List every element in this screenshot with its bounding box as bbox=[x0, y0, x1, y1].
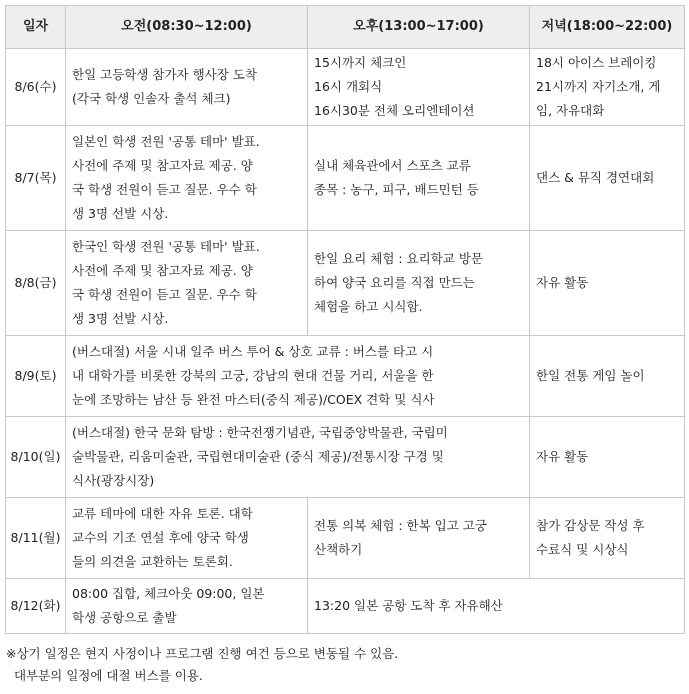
cell-line: 일본인 학생 전원 '공통 테마' 발표. bbox=[72, 134, 260, 149]
cell-line: 교수의 기조 연설 후에 양국 학생 bbox=[72, 530, 249, 545]
afternoon-cell bbox=[308, 126, 530, 231]
afternoon-evening-cell bbox=[308, 579, 685, 634]
evening-cell bbox=[530, 231, 685, 336]
cell-line: (각국 학생 인솔자 출석 체크) bbox=[72, 91, 231, 106]
table-row bbox=[6, 336, 685, 417]
cell-line: 한일 전통 게임 놀이 bbox=[536, 368, 645, 383]
date-cell: 8/10(일) bbox=[6, 417, 66, 498]
cell-line: (버스대절) 한국 문화 탐방 : 한국전쟁기념관, 국립중앙박물관, 국립미 bbox=[72, 425, 448, 440]
afternoon-cell bbox=[308, 49, 530, 126]
table-row bbox=[6, 417, 685, 498]
evening-cell bbox=[530, 126, 685, 231]
footnote bbox=[6, 643, 684, 687]
cell-line: 학생 공항으로 출발 bbox=[72, 610, 177, 625]
morning-cell bbox=[66, 579, 308, 634]
header-evening: 저녁(18:00~22:00) bbox=[530, 6, 685, 49]
cell-line: 눈에 조망하는 남산 등 완전 마스터(중식 제공)/COEX 견학 및 식사 bbox=[72, 392, 435, 407]
table-row bbox=[6, 49, 685, 126]
cell-line: 체험을 하고 시식함. bbox=[314, 299, 423, 314]
evening-cell bbox=[530, 417, 685, 498]
morning-cell bbox=[66, 126, 308, 231]
date-cell: 8/11(월) bbox=[6, 498, 66, 579]
cell-line: 술박물관, 리움미술관, 국립현대미술관 (중식 제공)/전통시장 구경 및 bbox=[72, 449, 444, 464]
schedule-table bbox=[5, 5, 685, 634]
cell-line: 국 학생 전원이 듣고 질문. 우수 학 bbox=[72, 182, 257, 197]
cell-line: 임, 자유대화 bbox=[536, 103, 605, 118]
cell-line: 생 3명 선발 시상. bbox=[72, 311, 169, 326]
afternoon-cell bbox=[308, 231, 530, 336]
cell-line: (버스대절) 서울 시내 일주 버스 투어 & 상호 교류 : 버스를 타고 시 bbox=[72, 344, 434, 359]
date-cell: 8/12(화) bbox=[6, 579, 66, 634]
evening-cell bbox=[530, 498, 685, 579]
cell-line: 산책하기 bbox=[314, 542, 363, 557]
footnote-line: ※상기 일정은 현지 사정이나 프로그램 진행 여건 등으로 변동될 수 있음. bbox=[6, 646, 399, 661]
morning-cell bbox=[66, 498, 308, 579]
morning-cell bbox=[66, 231, 308, 336]
date-cell: 8/7(목) bbox=[6, 126, 66, 231]
afternoon-cell bbox=[308, 498, 530, 579]
table-row bbox=[6, 231, 685, 336]
footnote-line: 대부분의 일정에 대절 버스를 이용. bbox=[6, 668, 203, 683]
cell-line: 15시까지 체크인 bbox=[314, 55, 407, 70]
full-day-cell bbox=[66, 336, 530, 417]
cell-line: 내 대학가를 비롯한 강북의 고궁, 강남의 현대 건물 거리, 서울을 한 bbox=[72, 368, 434, 383]
full-day-cell bbox=[66, 417, 530, 498]
cell-line: 16시 개회식 bbox=[314, 79, 383, 94]
cell-line: 한국인 학생 전원 '공통 테마' 발표. bbox=[72, 239, 260, 254]
header-afternoon: 오후(13:00~17:00) bbox=[308, 6, 530, 49]
header-date: 일자 bbox=[6, 6, 66, 49]
cell-line: 전통 의복 체험 : 한복 입고 고궁 bbox=[314, 518, 487, 533]
cell-line: 자유 활동 bbox=[536, 275, 589, 290]
schedule-document bbox=[5, 5, 684, 687]
cell-line: 식사(광장시장) bbox=[72, 473, 155, 488]
cell-line: 종목 : 농구, 피구, 배드민턴 등 bbox=[314, 182, 479, 197]
cell-line: 들의 의견을 교환하는 토론회. bbox=[72, 554, 233, 569]
cell-line: 댄스 & 뮤직 경연대회 bbox=[536, 170, 655, 185]
cell-line: 한일 요리 체험 : 요리학교 방문 bbox=[314, 251, 483, 266]
cell-line: 21시까지 자기소개, 게 bbox=[536, 79, 661, 94]
cell-line: 하여 양국 요리를 직접 만드는 bbox=[314, 275, 475, 290]
morning-cell bbox=[66, 49, 308, 126]
cell-line: 13:20 일본 공항 도착 후 자유해산 bbox=[314, 598, 503, 613]
evening-cell bbox=[530, 336, 685, 417]
cell-line: 수료식 및 시상식 bbox=[536, 542, 629, 557]
header-morning: 오전(08:30~12:00) bbox=[66, 6, 308, 49]
cell-line: 국 학생 전원이 듣고 질문. 우수 학 bbox=[72, 287, 257, 302]
cell-line: 생 3명 선발 시상. bbox=[72, 206, 169, 221]
date-cell: 8/9(토) bbox=[6, 336, 66, 417]
evening-cell bbox=[530, 49, 685, 126]
cell-line: 16시30분 전체 오리엔테이션 bbox=[314, 103, 475, 118]
cell-line: 교류 테마에 대한 자유 토론. 대학 bbox=[72, 506, 253, 521]
table-row bbox=[6, 126, 685, 231]
cell-line: 사전에 주제 및 참고자료 제공. 양 bbox=[72, 158, 253, 173]
cell-line: 자유 활동 bbox=[536, 449, 589, 464]
date-cell: 8/6(수) bbox=[6, 49, 66, 126]
table-header-row bbox=[6, 6, 685, 49]
cell-line: 사전에 주제 및 참고자료 제공. 양 bbox=[72, 263, 253, 278]
cell-line: 18시 아이스 브레이킹 bbox=[536, 55, 657, 70]
date-cell: 8/8(금) bbox=[6, 231, 66, 336]
table-row bbox=[6, 579, 685, 634]
cell-line: 참가 감상문 작성 후 bbox=[536, 518, 645, 533]
cell-line: 한일 고등학생 참가자 행사장 도착 bbox=[72, 67, 257, 82]
table-row bbox=[6, 498, 685, 579]
cell-line: 08:00 집합, 체크아웃 09:00, 일본 bbox=[72, 586, 265, 601]
cell-line: 실내 체육관에서 스포츠 교류 bbox=[314, 158, 471, 173]
